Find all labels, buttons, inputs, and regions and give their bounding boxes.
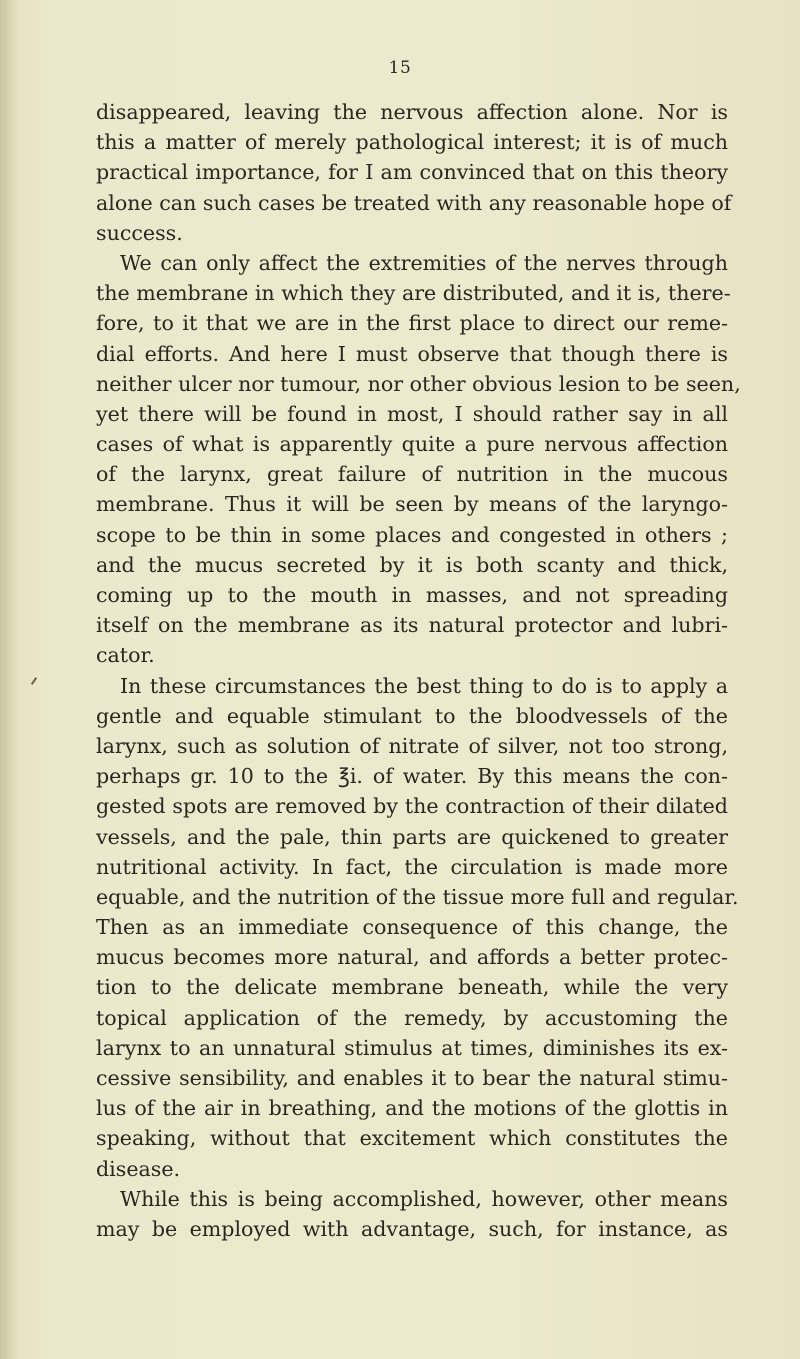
text-line: tion to the delicate membrane beneath, while the very	[96, 975, 728, 1000]
text-line: equable, and the nutrition of the tissue more full and regular.	[96, 884, 739, 909]
page-gutter-shadow	[0, 0, 18, 1359]
text-line: mucus becomes more natural, and affords a better protec-	[96, 945, 728, 970]
text-line: cases of what is apparently quite a pure nervous affection	[96, 432, 728, 457]
text-line: cessive sensibility, and enables it to bear the natural stimu-	[96, 1066, 728, 1090]
text-line: fore, to it that we are in the first place to direct our reme-	[96, 311, 728, 336]
text-line: yet there will be found in most, I should rather say in all	[96, 401, 728, 426]
text-line: practical importance, for I am convinced that on this theory	[96, 160, 728, 185]
text-line: alone can such cases be treated with any reasonable hope of	[96, 190, 732, 215]
text-line: this a matter of merely pathological interest; it is of much	[96, 130, 728, 155]
body-text	[96, 97, 741, 1244]
text-line: neither ulcer nor tumour, nor other obvious lesion to be seen,	[96, 371, 741, 396]
text-line: disease.	[96, 1156, 181, 1181]
text-line: In these circumstances the best thing to do is to apply a	[120, 673, 728, 698]
text-line: cator.	[96, 643, 155, 668]
text-line: lus of the air in breathing, and the motions of the glottis in	[96, 1096, 728, 1121]
text-line: perhaps gr. 10 to the ℥i. of water. By this means the con-	[96, 764, 728, 789]
text-line: membrane. Thus it will be seen by means of the laryngo-	[96, 492, 728, 517]
text-line: vessels, and the pale, thin parts are quickened to greater	[96, 824, 728, 849]
text-line: may be employed with advantage, such, for instance, as	[96, 1216, 728, 1241]
text-line: dial efforts. And here I must observe that though there is	[96, 341, 728, 366]
text-line: and the mucus secreted by it is both scanty and thick,	[96, 552, 728, 577]
text-line: success.	[96, 220, 183, 245]
text-line: topical application of the remedy, by accustoming the	[96, 1005, 728, 1030]
text-line: We can only affect the extremities of the nerves through	[120, 250, 728, 275]
text-line: itself on the membrane as its natural protector and lubri-	[96, 613, 728, 638]
text-line: coming up to the mouth in masses, and not spreading	[96, 583, 728, 607]
text-line: nutritional activity. In fact, the circulation is made more	[96, 854, 728, 879]
text-line: gested spots are removed by the contraction of their dilated	[96, 794, 728, 819]
text-line: While this is being accomplished, however, other means	[120, 1186, 728, 1211]
text-line: speaking, without that excitement which constitutes the	[96, 1126, 728, 1151]
text-line: disappeared, leaving the nervous affection alone. Nor is	[96, 100, 728, 124]
text-line: larynx, such as solution of nitrate of silver, not too strong,	[96, 733, 728, 758]
paper-speck	[31, 677, 37, 685]
text-line: of the larynx, great failure of nutrition in the mucous	[96, 462, 728, 487]
text-line: gentle and equable stimulant to the bloodvessels of the	[96, 703, 728, 728]
text-line: larynx to an unnatural stimulus at times, diminishes its ex-	[96, 1035, 728, 1060]
text-line: the membrane in which they are distributed, and it is, there-	[96, 281, 731, 306]
text-line: scope to be thin in some places and congested in others ;	[96, 522, 728, 547]
page-number: 15	[388, 58, 412, 78]
text-line: Then as an immediate consequence of this change, the	[96, 915, 728, 940]
